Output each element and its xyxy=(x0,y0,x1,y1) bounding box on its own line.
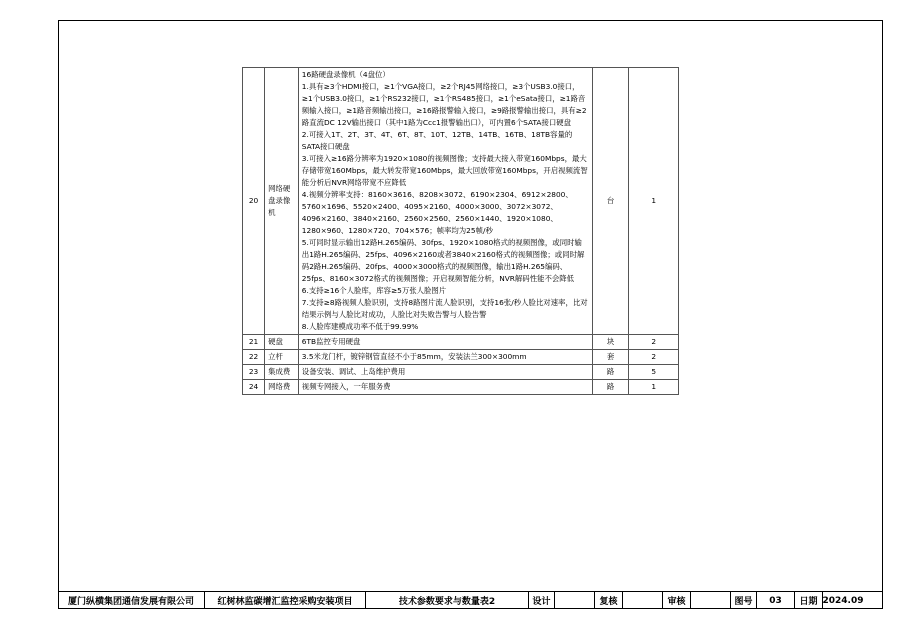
item-name: 网络费 xyxy=(265,380,299,395)
table-row xyxy=(243,350,679,365)
design-value xyxy=(555,592,595,609)
row-number: 22 xyxy=(243,350,265,365)
table-row xyxy=(243,68,679,335)
spec-line: 2.可接入1T、2T、3T、4T、6T、8T、10T、12TB、14TB、16TB、18TB容量的SATA接口硬盘 xyxy=(301,130,573,151)
spec-line: 8.人脸库建模成功率不低于99.99% xyxy=(301,322,419,331)
spec-line: 16路硬盘录像机（4盘位） xyxy=(301,70,390,79)
drawing-no-label: 图号 xyxy=(731,592,757,609)
audit-label: 审核 xyxy=(663,592,691,609)
project-name: 红树林监碳增汇监控采购安装项目 xyxy=(205,592,366,609)
design-label: 设计 xyxy=(529,592,555,609)
spec-line: 3.可接入≥16路分辨率为1920×1080的视频图像；支持最大接入带宽160Mbps，最大存储带宽160Mbps，最大转发带宽160Mbps，最大回放带宽160Mbps，开启视频流智能分析后NVR网络带宽不应降低 xyxy=(301,154,588,187)
item-unit: 台 xyxy=(592,68,629,335)
audit-value xyxy=(691,592,731,609)
item-spec xyxy=(298,68,592,335)
item-name: 硬盘 xyxy=(265,335,299,350)
item-quantity: 5 xyxy=(629,365,679,380)
table-row xyxy=(243,380,679,395)
review-label: 复核 xyxy=(595,592,623,609)
review-value xyxy=(623,592,663,609)
row-number: 20 xyxy=(243,68,265,335)
item-unit: 块 xyxy=(592,335,629,350)
item-quantity: 2 xyxy=(629,350,679,365)
row-number: 23 xyxy=(243,365,265,380)
spec-line: 4.视频分辨率支持：8160×3616、8208×3072、6190×2304、6912×2800、5760×1696、5520×2400、4095×2160、4000×3000、3072×3072、4096×2160、3840×2160、2560×2560、2560×1440、1920×1080、1280×960、1280×720、704×576；帧率均为25帧/秒 xyxy=(301,190,573,235)
title-block xyxy=(58,591,883,609)
drawing-no: 03 xyxy=(757,592,795,609)
spec-line: 3.5米龙门杆，镀锌钢管直径不小于85mm，安装法兰300×300mm xyxy=(301,352,527,361)
table-row xyxy=(243,335,679,350)
item-spec xyxy=(298,350,592,365)
item-spec xyxy=(298,365,592,380)
spec-line: 6.支持≥16个人脸库，库容≥5万张人脸图片 xyxy=(301,286,447,295)
sheet-title: 技术参数要求与数量表2 xyxy=(366,592,529,609)
spec-line: 7.支持≥8路视频人脸识别，支持8路图片流人脸识别，支持16张/秒人脸比对速率，比对结果示例与人脸比对成功，人脸比对失败告警与人脸告警 xyxy=(301,298,588,319)
company-name: 厦门纵横集团通信发展有限公司 xyxy=(58,592,205,609)
spec-table xyxy=(242,67,679,395)
item-spec xyxy=(298,380,592,395)
item-name: 立杆 xyxy=(265,350,299,365)
spec-line: 设备安装、调试、上岛维护费用 xyxy=(301,367,406,376)
spec-line: 视频专网接入，一年服务费 xyxy=(301,382,391,391)
item-unit: 路 xyxy=(592,365,629,380)
date-value: 2024.09 xyxy=(823,595,863,606)
spec-line: 1.具有≥3个HDMI接口，≥1个VGA接口，≥2个RJ45网络接口，≥3个USB3.0接口，≥1个USB3.0接口，≥1个RS232接口，≥1个RS485接口，≥1个eSata接口，≥1路音频输入接口，≥1路音频输出接口，≥16路报警输入接口，≥9路报警输出接口，具有≥2路直流DC 12V输出接口（其中1路为Ccc1报警输出口），可内置6个SATA接口硬盘 xyxy=(301,82,587,127)
date-label: 日期 xyxy=(795,592,823,609)
row-number: 24 xyxy=(243,380,265,395)
item-unit: 路 xyxy=(592,380,629,395)
item-quantity: 1 xyxy=(629,68,679,335)
item-quantity: 1 xyxy=(629,380,679,395)
table-row xyxy=(243,365,679,380)
item-name: 集成费 xyxy=(265,365,299,380)
spec-line: 6TB监控专用硬盘 xyxy=(301,337,361,346)
item-unit: 套 xyxy=(592,350,629,365)
item-quantity: 2 xyxy=(629,335,679,350)
item-name: 网络硬盘录像机 xyxy=(265,68,299,335)
row-number: 21 xyxy=(243,335,265,350)
spec-line: 5.可同时显示输出12路H.265编码、30fps、1920×1080格式的视频图像，或同时输出1路H.265编码、25fps、4096×2160或者3840×2160格式的视频图像；或同时解码2路H.265编码、20fps、4000×3000格式的视频图像，输出1路H.265编码、25fps、8160×3072格式的视频图像；开启视频智能分析，NVR解码性能不会降低 xyxy=(301,238,585,283)
item-spec xyxy=(298,335,592,350)
